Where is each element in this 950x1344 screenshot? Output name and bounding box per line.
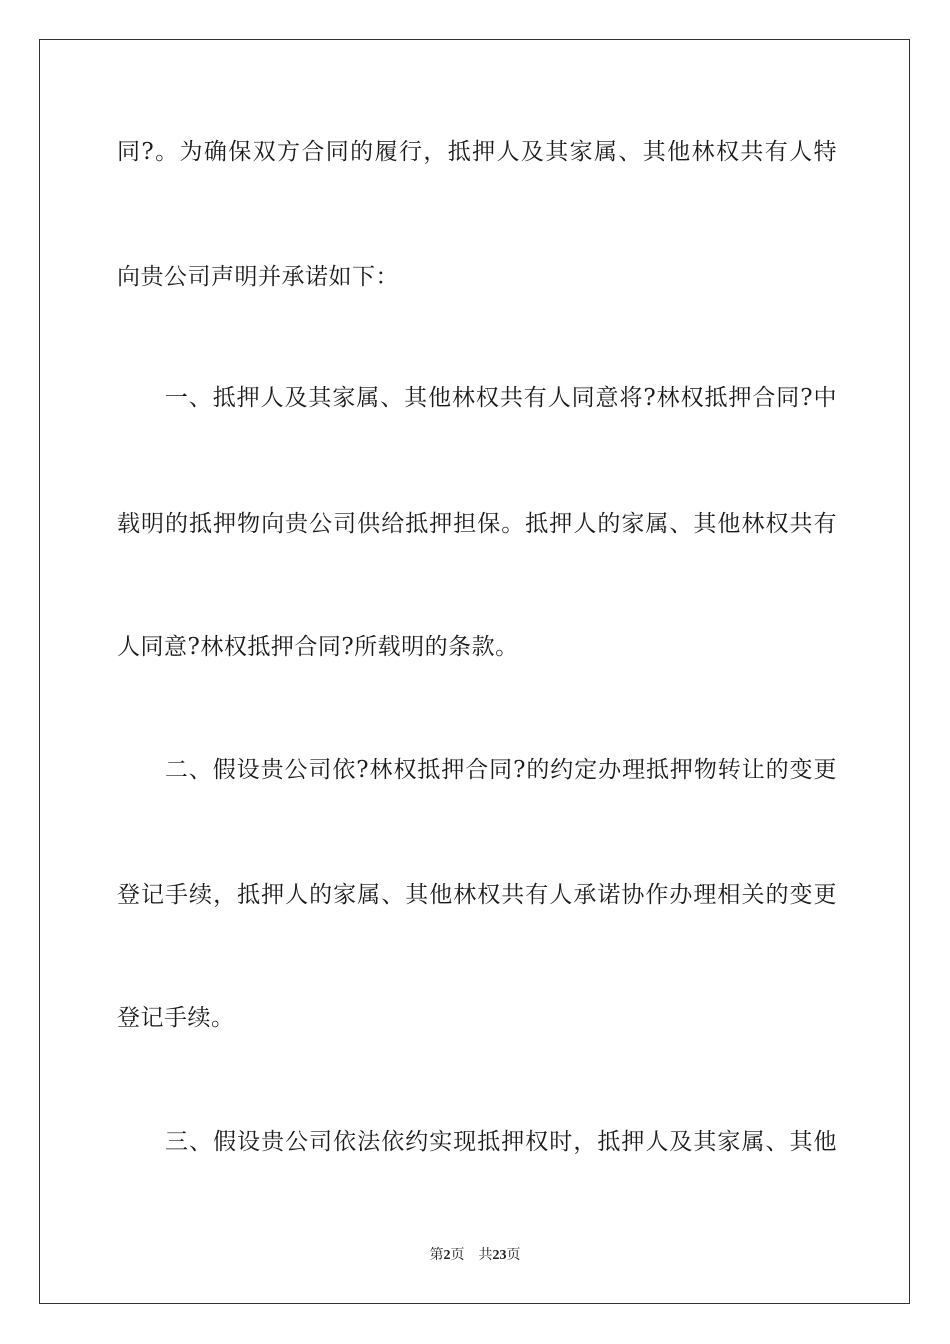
page-suffix: 页 — [450, 1247, 465, 1263]
body-line-1: 同?。为确保双方合同的履行，抵押人及其家属、其他林权共有人特 — [117, 139, 837, 165]
total-pages: 23 — [492, 1248, 507, 1263]
body-line-8: 登记手续。 — [117, 1005, 235, 1031]
body-line-9: 三、假设贵公司依法依约实现抵押权时，抵押人及其家属、其他 — [117, 1129, 837, 1155]
page-prefix: 第 — [429, 1247, 444, 1263]
page-number: 2 — [443, 1248, 451, 1263]
total-suffix: 页 — [506, 1247, 521, 1263]
total-prefix: 共 — [478, 1247, 493, 1263]
body-line-6: 二、假设贵公司依?林权抵押合同?的约定办理抵押物转让的变更 — [117, 757, 837, 783]
body-line-7: 登记手续，抵押人的家属、其他林权共有人承诺协作办理相关的变更 — [117, 882, 837, 908]
body-line-5: 人同意?林权抵押合同?所载明的条款。 — [117, 634, 519, 660]
body-line-3: 一、抵押人及其家属、其他林权共有人同意将?林权抵押合同?中 — [117, 385, 837, 411]
body-line-4: 载明的抵押物向贵公司供给抵押担保。抵押人的家属、其他林权共有 — [117, 511, 837, 537]
body-line-2: 向贵公司声明并承诺如下： — [117, 264, 399, 290]
page-footer — [0, 1246, 950, 1265]
page-border — [39, 39, 910, 1304]
